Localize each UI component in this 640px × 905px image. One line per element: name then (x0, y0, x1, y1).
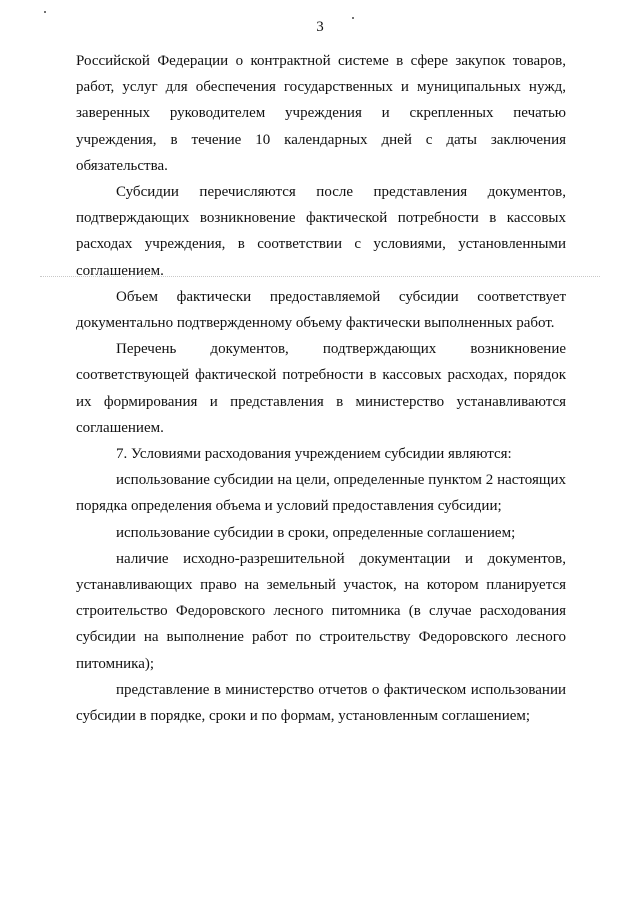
section-heading: 7. Условиями расходования учреждением субсидии являются: (116, 446, 512, 463)
paragraph: Объем фактически предоставляемой субсидии соответствует документально подтвержденному объему фактически выполненных работ. (76, 288, 566, 332)
list-item: представление в министерство отчетов о фактическом использовании субсидии в порядке, сроки и по формам, установленным соглашением; (76, 681, 566, 725)
paragraph: Российской Федерации о контрактной системе в сфере закупок товаров, работ, услуг для обеспечения государственных и муниципальных нужд, заверенных руководителем учреждения и скрепленных печатью учреждения, в течение 10 календарных дней с даты заключения обязательства. (76, 53, 566, 174)
paragraph: Перечень документов, подтверждающих возникновение соответствующей фактической потребности в кассовых расходах, порядок их формирования и представления в министерство устанавливаются соглашением. (76, 341, 566, 436)
document-body (76, 48, 566, 729)
scan-speck (352, 17, 354, 19)
page-number: 3 (316, 19, 324, 35)
list-item: использование субсидии в сроки, определенные соглашением; (116, 524, 516, 541)
scan-speck (44, 11, 46, 13)
list-item: наличие исходно-разрешительной документации и документов, устанавливающих право на земельный участок, на котором планируется строительство Федоровского лесного питомника (в случае расходования субсидии на выполнение работ по строительству Федоровского лесного питомника); (76, 550, 566, 672)
paragraph: Субсидии перечисляются после представления документов, подтверждающих возникновение фактической потребности в кассовых расходах учреждения, в соответствии с условиями, установленными соглашением. (76, 184, 566, 279)
list-item: использование субсидии на цели, определенные пунктом 2 настоящих порядка определения объема и условий предоставления субсидии; (76, 472, 566, 515)
